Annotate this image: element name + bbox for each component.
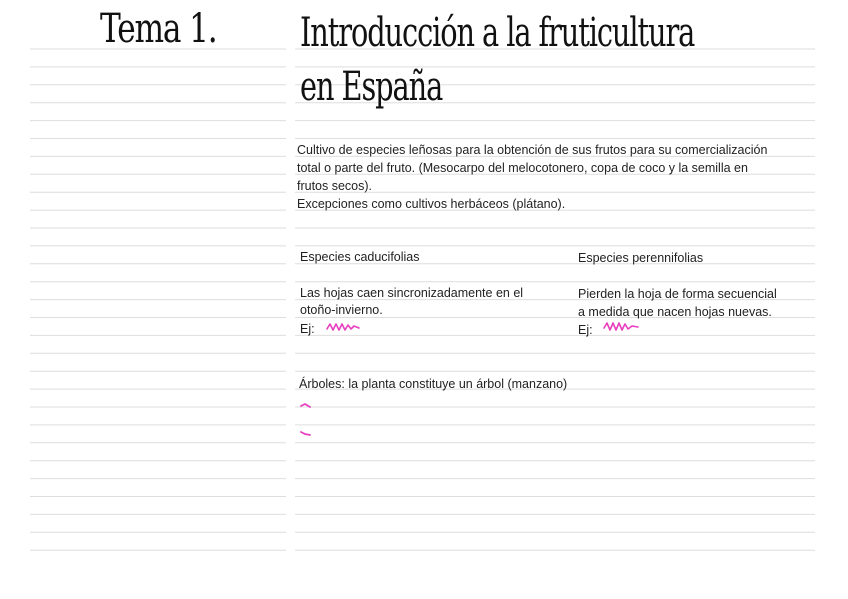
caducifolias-heading: Especies caducifolias: [300, 250, 420, 264]
pink-bullet-mark: [299, 400, 313, 410]
pink-bullet-mark: [299, 428, 313, 438]
page-title-line2: en España: [300, 64, 443, 110]
page-title-line1: Introducción a la fruticultura: [300, 10, 695, 56]
pink-scribble: [326, 320, 362, 334]
page-title: [300, 6, 694, 114]
perennifolias-line2: a medida que nacen hojas nuevas.: [578, 305, 772, 319]
caducifolias-line2: otoño-invierno.: [300, 303, 383, 317]
pink-scribble: [603, 320, 641, 334]
intro-line1: Cultivo de especies leñosas para la obtención de sus frutos para su comercialización: [297, 143, 768, 157]
perennifolias-ej: Ej:: [578, 323, 593, 337]
arboles-text: Árboles: la planta constituye un árbol (manzano): [299, 377, 568, 391]
intro-line3: frutos secos).: [297, 179, 373, 193]
perennifolias-line1: Pierden la hoja de forma secuencial: [578, 287, 777, 301]
perennifolias-heading: Especies perennifolias: [578, 251, 704, 265]
intro-line4: Excepciones como cultivos herbáceos (plátano).: [297, 197, 566, 211]
intro-line2: total o parte del fruto. (Mesocarpo del melocotonero, copa de coco y la semilla en: [297, 161, 748, 175]
caducifolias-ej: Ej:: [300, 322, 315, 336]
caducifolias-line1: Las hojas caen sincronizadamente en el: [300, 286, 524, 300]
tema-label: Tema 1.: [100, 6, 217, 52]
